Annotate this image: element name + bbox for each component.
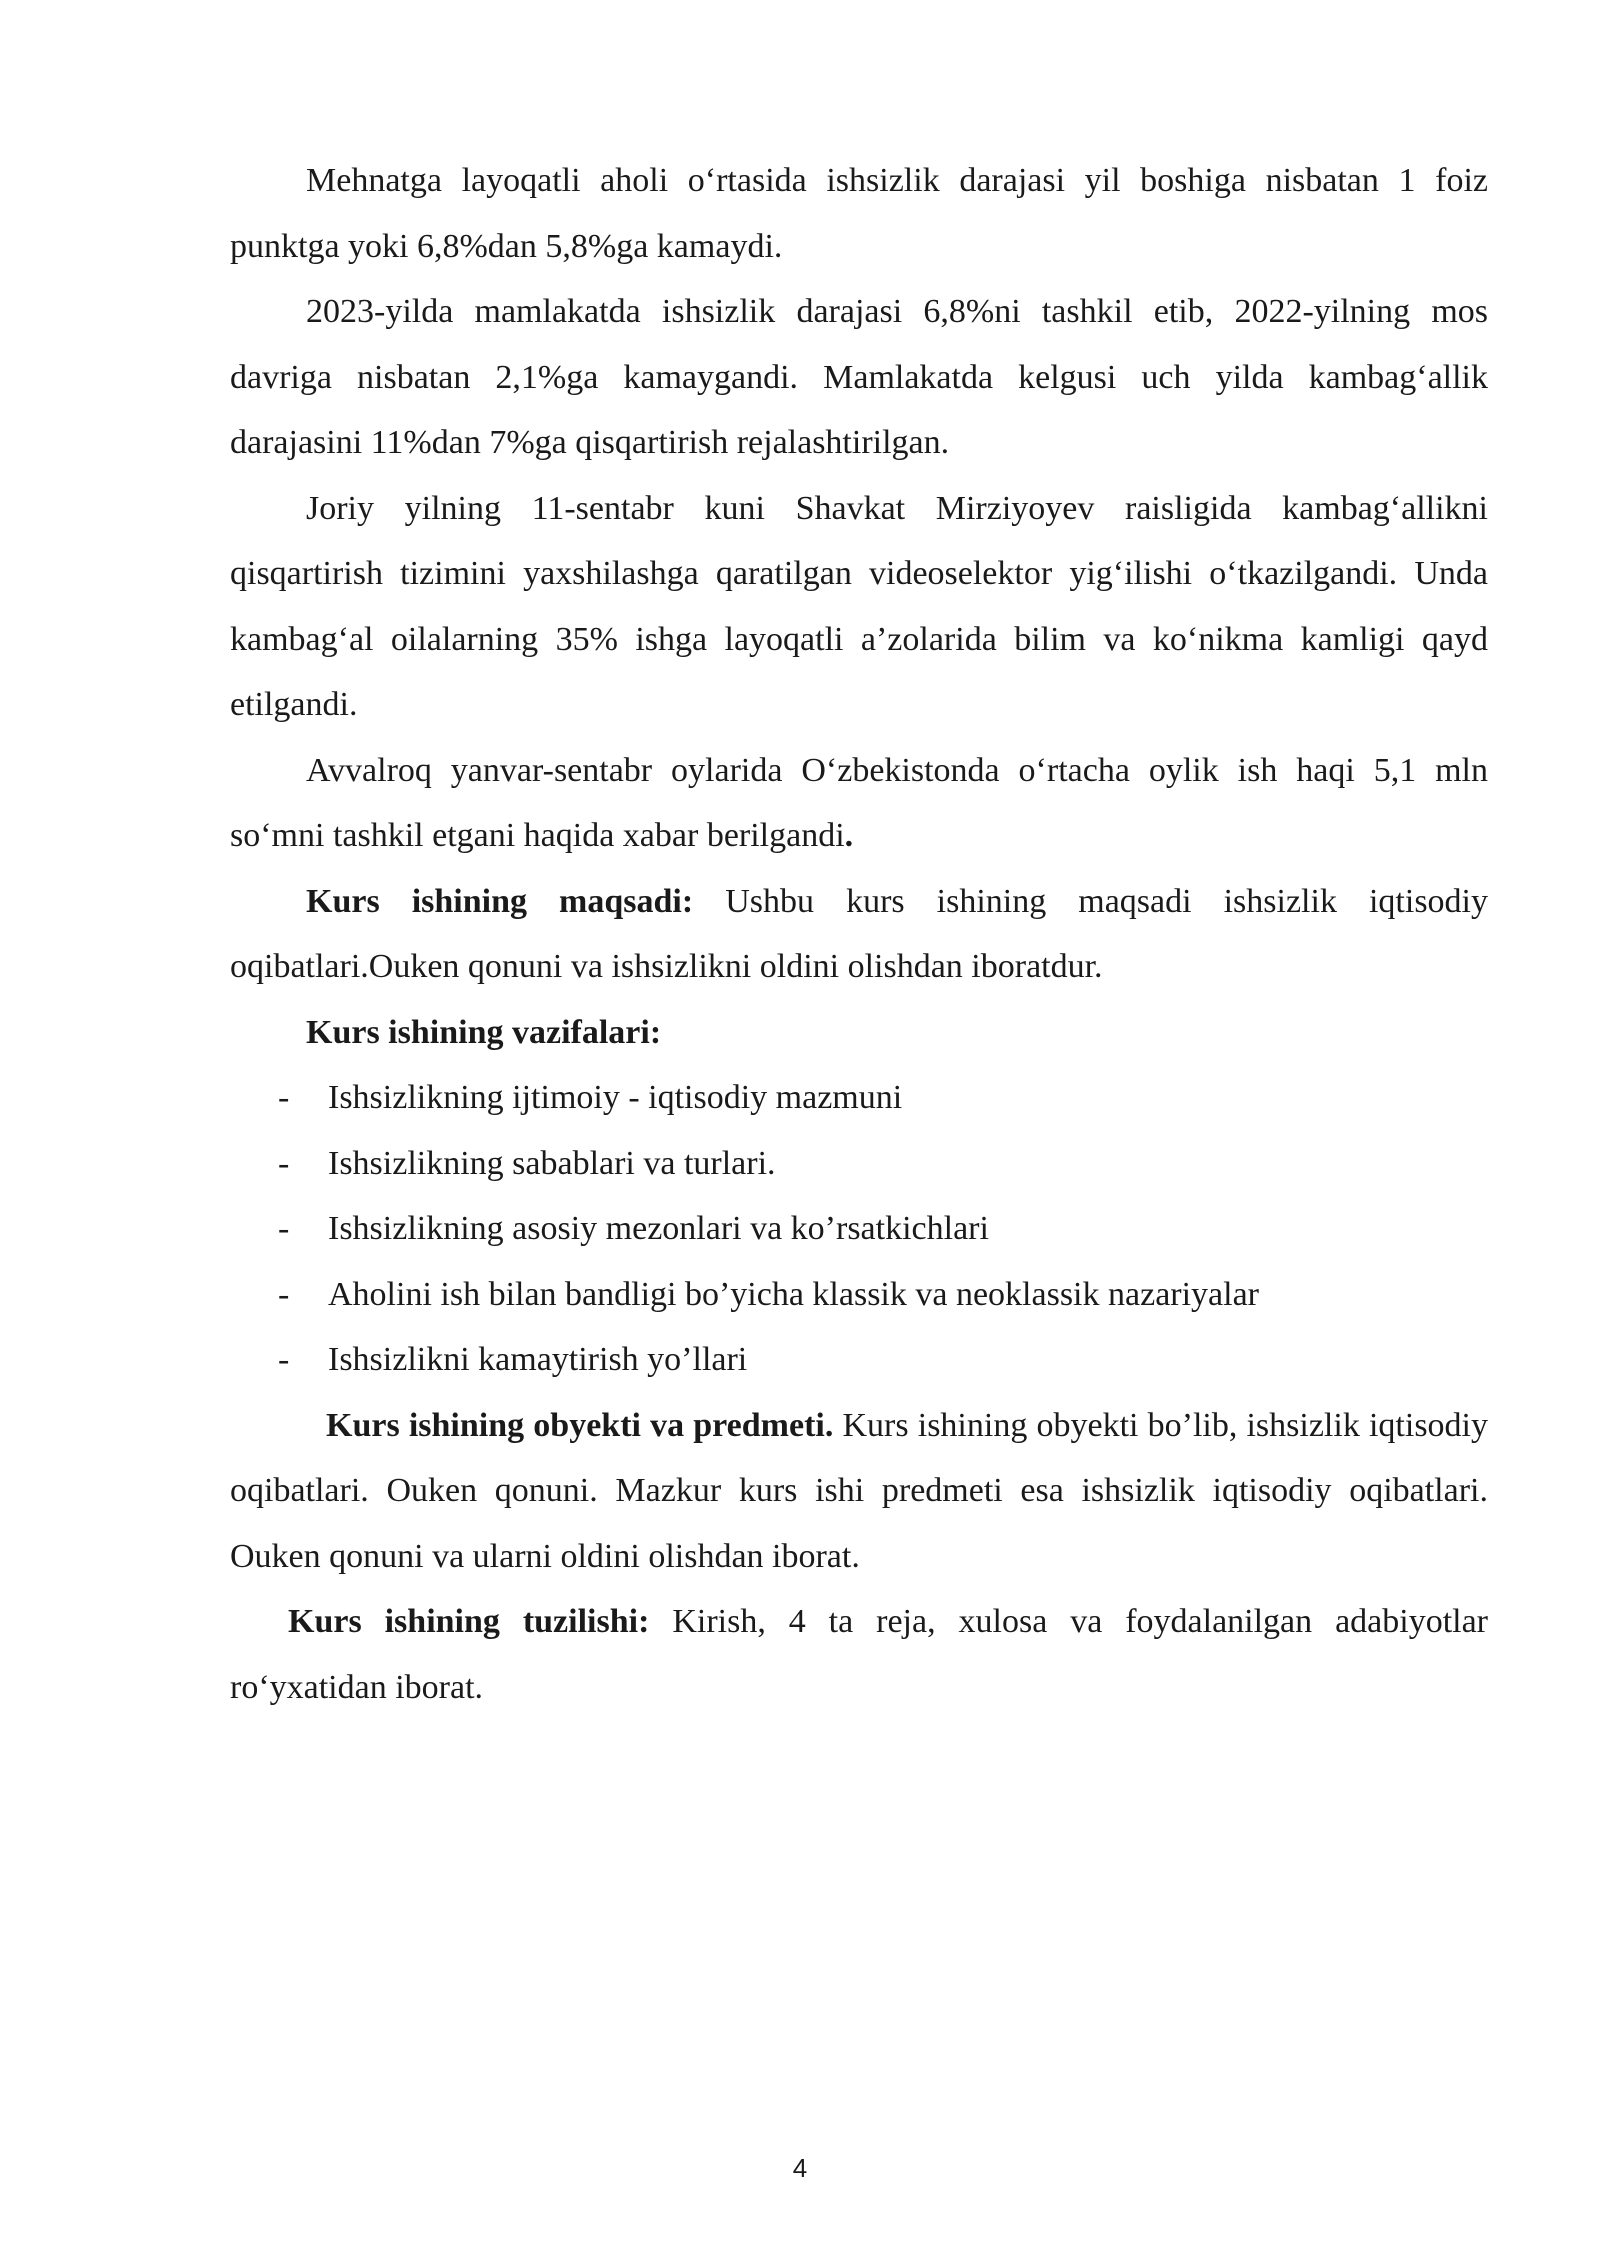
- course-structure-label: Kurs ishining tuzilishi:: [288, 1603, 650, 1640]
- list-item-text: Aholini ish bilan bandligi bo’yicha klassik va neoklassik nazariyalar: [328, 1275, 1259, 1313]
- course-structure-text: Kirish, 4 ta reja, xulosa va foydalanilgan adabiyotlar ro‘yxatidan iborat.: [230, 1603, 1489, 1706]
- paragraph-text: Avvalroq yanvar-sentabr oylarida O‘zbekistonda o‘rtacha oylik ish haqi 5,1 mln so‘mni tashkil etgani haqida xabar berilgandi: [230, 751, 1488, 854]
- page-number: 4: [792, 2153, 808, 2183]
- list-item-text: Ishsizlikni kamaytirish yo’llari: [328, 1341, 748, 1378]
- bullet-dash: -: [278, 1144, 290, 1182]
- paragraph-course-structure: [230, 1589, 1488, 1720]
- document-page: [230, 148, 1488, 1720]
- course-object-label: Kurs ishining obyekti va predmeti.: [326, 1406, 834, 1444]
- list-item: [230, 1262, 1488, 1328]
- paragraph-end-period: .: [844, 817, 854, 854]
- list-item-text: Ishsizlikning ijtimoiy - iqtisodiy mazmuni: [328, 1079, 903, 1116]
- bullet-dash: -: [278, 1079, 290, 1116]
- list-item: [230, 1131, 1488, 1197]
- course-goal-text: Ushbu kurs ishining maqsadi ishsizlik iqtisodiy oqibatlari.Ouken qonuni va ishsizlikni oldini olishdan iboratdur.: [230, 882, 1488, 985]
- paragraph-unemployment-rate: [230, 148, 1488, 279]
- bullet-dash: -: [278, 1341, 290, 1378]
- paragraph-average-salary: [230, 738, 1488, 869]
- tasks-heading-label: Kurs ishining vazifalari:: [306, 1013, 662, 1051]
- paragraph-text: Mehnatga layoqatli aholi o‘rtasida ishsizlik darajasi yil boshiga nisbatan 1 foiz punktga yoki 6,8%dan 5,8%ga kamaydi.: [230, 162, 1488, 265]
- list-item-text: Ishsizlikning sabablari va turlari.: [328, 1144, 776, 1182]
- course-goal-label: Kurs ishining maqsadi:: [306, 882, 694, 920]
- bullet-dash: -: [278, 1210, 290, 1247]
- list-item: [230, 1065, 1488, 1131]
- paragraph-2023-unemployment: [230, 279, 1488, 476]
- bullet-dash: -: [278, 1275, 290, 1313]
- paragraph-videoselector-meeting: [230, 476, 1488, 738]
- tasks-heading: [230, 1000, 1488, 1066]
- paragraph-text: Joriy yilning 11-sentabr kuni Shavkat Mirziyoyev raisligida kambag‘allikni qisqartirish tizimini yaxshilashga qaratilgan videoselektor yig‘ilishi o‘tkazilgandi. Unda kambag‘al oilalarning 35% ishga layoqatli a’zolarida bilim va ko‘nikma kamligi qayd etilgandi.: [230, 489, 1488, 723]
- list-item: [230, 1327, 1488, 1393]
- paragraph-course-object: [230, 1393, 1488, 1590]
- paragraph-text: 2023-yilda mamlakatda ishsizlik darajasi 6,8%ni tashkil etib, 2022-yilning mos davriga nisbatan 2,1%ga kamaygandi. Mamlakatda kelgusi uch yilda kambag‘allik darajasini 11%dan 7%ga qisqartirish rejalashtirilgan.: [230, 293, 1488, 461]
- course-object-text: Kurs ishining obyekti bo’lib, ishsizlik iqtisodiy oqibatlari. Ouken qonuni. Mazkur kurs ishi predmeti esa ishsizlik iqtisodiy oqibatlari. Ouken qonuni va ularni oldini olishdan iborat.: [230, 1406, 1488, 1575]
- tasks-list: [230, 1065, 1488, 1393]
- list-item: [230, 1196, 1488, 1262]
- paragraph-course-goal: [230, 869, 1488, 1000]
- list-item-text: Ishsizlikning asosiy mezonlari va ko’rsatkichlari: [328, 1210, 989, 1247]
